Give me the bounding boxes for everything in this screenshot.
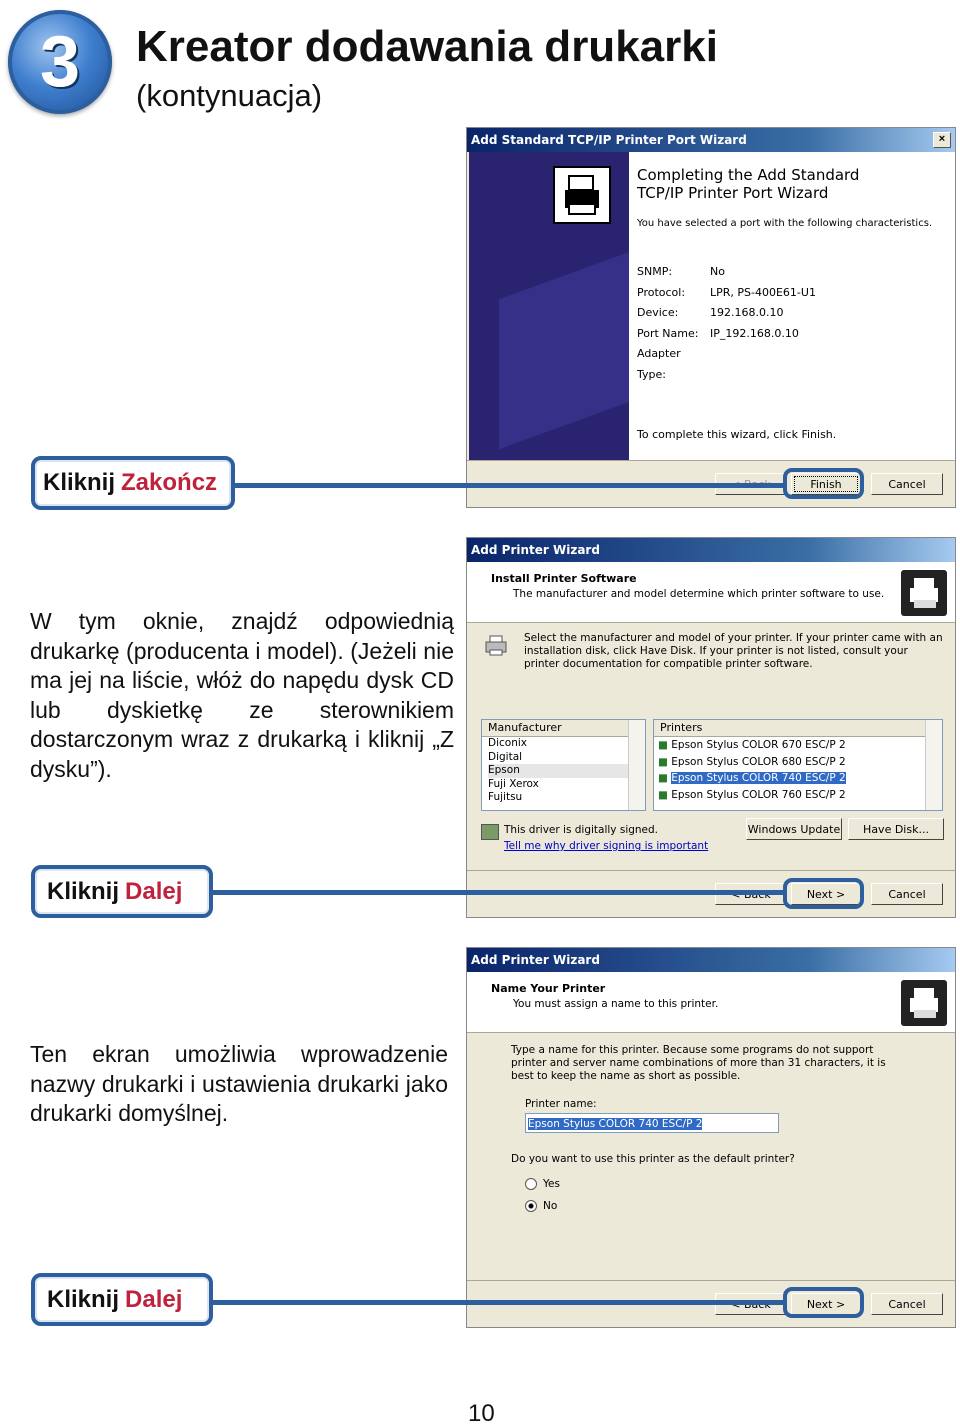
divider — [467, 1280, 956, 1281]
wizard-side-panel — [469, 152, 629, 460]
wizard-content — [629, 152, 955, 460]
radio-button-empty-icon[interactable] — [525, 1178, 537, 1190]
printer-icon — [901, 980, 947, 1026]
list-item-selected[interactable]: ■ Epson Stylus COLOR 740 ESC/P 2 — [658, 772, 846, 784]
signed-text: This driver is digitally signed. — [504, 824, 659, 836]
instruction-paragraph-1: W tym oknie, znajdź odpowiednią drukarkę (producenta i model). (Jeżeli nie ma jej na liście, włóż do napędu dysk CD lub dyskietkę ze sterownikiem dostarczonym wraz z drukarką i kliknij „Z dysku”). — [30, 608, 454, 782]
wizard-footer-text: To complete this wizard, click Finish. — [637, 428, 837, 441]
list-item[interactable]: Digital — [488, 750, 523, 763]
instruction-paragraph-2: Ten ekran umożliwia wprowadzenie nazwy drukarki i ustawienia drukarki jako drukarki domyślnej. — [30, 1041, 448, 1126]
finish-button[interactable]: Finish — [791, 473, 861, 495]
windows-update-button[interactable]: Windows Update — [746, 818, 842, 840]
tcpip-port-wizard-window — [466, 127, 956, 508]
driver-signing-link[interactable]: Tell me why driver signing is important — [504, 840, 709, 852]
wizard-header — [467, 972, 956, 1033]
list-item[interactable]: Diconix — [488, 737, 527, 749]
wizard-heading-line2: TCP/IP Printer Port Wizard — [637, 184, 829, 202]
field-row-adapter-type — [637, 344, 816, 385]
divider — [467, 870, 956, 871]
wizard-heading: Install Printer Software — [491, 572, 637, 585]
wizard-heading: Name Your Printer — [491, 982, 606, 995]
instruction-bubble-finish — [31, 456, 235, 510]
manufacturer-header[interactable]: Manufacturer — [482, 720, 645, 737]
add-printer-wizard-window-2 — [466, 947, 956, 1328]
connector-line — [232, 483, 785, 488]
wizard-subheading: The manufacturer and model determine which printer software to use. — [513, 588, 885, 600]
window-title: Add Standard TCP/IP Printer Port Wizard — [471, 133, 747, 147]
default-printer-question: Do you want to use this printer as the default printer? — [511, 1153, 795, 1165]
wizard-subheading: You must assign a name to this printer. — [513, 998, 719, 1010]
printer-icon — [901, 570, 947, 616]
printer-small-icon — [483, 632, 509, 658]
connector-line — [210, 1300, 785, 1305]
next-highlight — [783, 1287, 864, 1318]
wizard-description: Type a name for this printer. Because some programs do not support printer and server name combinations of more than 31 characters, it is best to keep the name as short as possible. — [511, 1044, 886, 1082]
field-row-device — [637, 303, 816, 324]
field-label: Port Name: — [637, 326, 699, 340]
instruction-action: Dalej — [125, 1285, 183, 1313]
printer-name: Epson Stylus COLOR 680 ESC/P 2 — [671, 755, 846, 768]
window-titlebar — [467, 128, 955, 152]
window-title: Add Printer Wizard — [471, 543, 600, 557]
have-disk-button[interactable]: Have Disk... — [848, 818, 944, 840]
step-number-badge — [8, 10, 112, 114]
radio-no[interactable] — [525, 1200, 557, 1212]
wizard-description: Select the manufacturer and model of your printer. If your printer came with an installation disk, click Have Disk. If your printer is not listed, consult your printer documentation for compatible printer software. — [524, 632, 943, 670]
radio-yes-label: Yes — [543, 1178, 560, 1190]
field-label: Protocol: — [637, 285, 686, 299]
manufacturer-list[interactable] — [481, 719, 646, 811]
wizard-heading — [637, 166, 859, 202]
cancel-button[interactable]: Cancel — [871, 1293, 943, 1315]
field-row-protocol — [637, 283, 816, 304]
signed-driver-icon — [481, 824, 499, 840]
instruction-prefix: Kliknij — [43, 469, 116, 496]
instruction-prefix: Kliknij — [47, 1285, 120, 1313]
window-title: Add Printer Wizard — [471, 953, 600, 967]
list-item[interactable]: Fuji Xerox — [488, 777, 539, 790]
field-value: 192.168.0.10 — [710, 306, 784, 319]
field-label: Device: — [637, 306, 679, 319]
cancel-button[interactable]: Cancel — [871, 473, 943, 495]
field-value: No — [710, 265, 725, 278]
connector-line — [210, 890, 785, 895]
instruction-prefix: Kliknij — [47, 877, 120, 905]
field-label: SNMP: — [637, 265, 673, 278]
page-number: 10 — [468, 1400, 495, 1427]
port-characteristics — [637, 262, 816, 385]
printer-name-label: Printer name: — [525, 1098, 597, 1110]
printers-header[interactable]: Printers — [654, 720, 942, 737]
list-item[interactable]: ■ Epson Stylus COLOR 760 ESC/P 2 — [658, 788, 846, 801]
field-row-port-name — [637, 324, 816, 345]
wizard-icon — [553, 166, 611, 224]
step-number: 3 — [39, 22, 81, 102]
field-value: IP_192.168.0.10 — [710, 326, 799, 340]
scrollbar[interactable] — [628, 720, 645, 810]
printer-name: Epson Stylus COLOR 740 ESC/P 2 — [671, 772, 846, 784]
divider — [467, 460, 956, 461]
instruction-bubble-next-1 — [31, 865, 213, 918]
list-item[interactable]: Fujitsu — [488, 791, 523, 803]
radio-button-selected-icon[interactable] — [525, 1200, 537, 1212]
close-button[interactable]: × — [933, 132, 951, 148]
printer-name: Epson Stylus COLOR 670 ESC/P 2 — [671, 739, 846, 751]
radio-no-label: No — [543, 1200, 558, 1212]
wizard-intro-text: You have selected a port with the following characteristics. — [637, 218, 933, 229]
list-item[interactable]: ■ Epson Stylus COLOR 670 ESC/P 2 — [658, 739, 846, 751]
list-item[interactable]: Epson — [488, 764, 628, 778]
field-label: Adapter Type: — [637, 347, 681, 381]
page-subtitle: (kontynuacja) — [136, 78, 323, 113]
field-row-snmp — [637, 262, 816, 283]
field-value: LPR, PS-400E61-U1 — [710, 285, 816, 299]
next-button[interactable]: Next > — [791, 883, 861, 905]
cancel-button[interactable]: Cancel — [871, 883, 943, 905]
printer-illustration — [499, 245, 629, 450]
list-item[interactable]: ■ Epson Stylus COLOR 680 ESC/P 2 — [658, 755, 846, 768]
window-titlebar — [467, 948, 955, 972]
instruction-action: Dalej — [125, 877, 183, 905]
next-highlight — [783, 878, 864, 909]
radio-yes[interactable] — [525, 1178, 560, 1190]
page-title: Kreator dodawania drukarki — [136, 22, 718, 71]
printer-name-value: Epson Stylus COLOR 740 ESC/P 2 — [528, 1118, 703, 1130]
wizard-heading-line1: Completing the Add Standard — [637, 166, 860, 184]
finish-highlight — [783, 468, 864, 499]
printer-name: Epson Stylus COLOR 760 ESC/P 2 — [671, 788, 846, 801]
window-titlebar — [467, 538, 955, 562]
add-printer-wizard-window-1 — [466, 537, 956, 918]
instruction-bubble-next-2 — [31, 1273, 213, 1326]
wizard-header — [467, 562, 956, 623]
scrollbar[interactable] — [925, 720, 942, 810]
printer-name-input[interactable] — [525, 1113, 779, 1133]
instruction-action: Zakończ — [121, 469, 218, 496]
next-button[interactable]: Next > — [791, 1293, 861, 1315]
printers-list[interactable] — [653, 719, 943, 811]
